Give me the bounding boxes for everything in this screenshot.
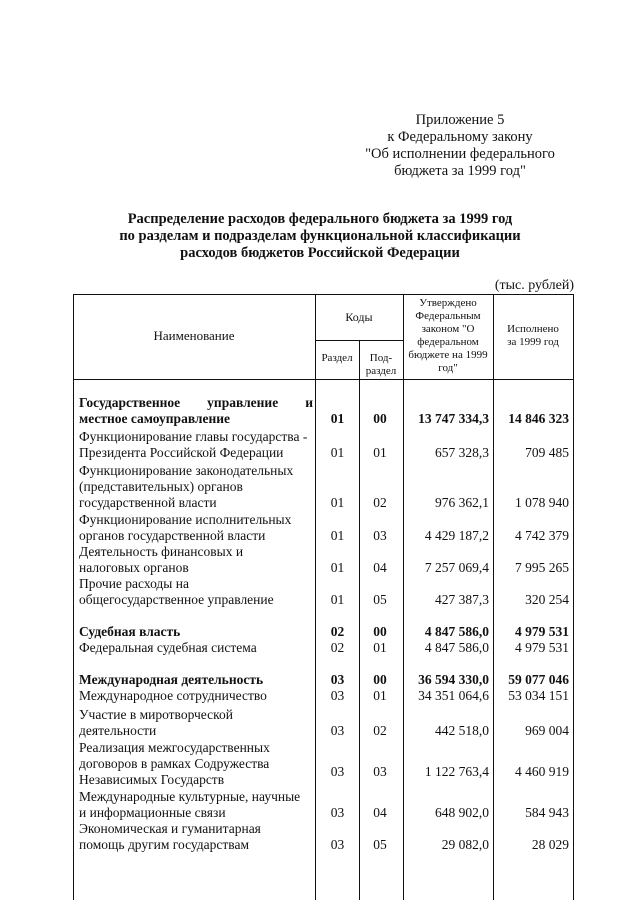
table-row bbox=[73, 640, 574, 656]
row-section: 03 bbox=[330, 723, 345, 738]
row-name-line: Международное сотрудничество bbox=[79, 688, 267, 703]
row-section: 01 bbox=[330, 528, 345, 543]
appendix-line: к Федеральному закону bbox=[387, 129, 533, 145]
row-approved: 657 328,3 bbox=[435, 445, 489, 460]
header-approved-line: Утверждено bbox=[419, 297, 477, 309]
header-section: Раздел bbox=[321, 352, 353, 364]
row-subsection: 02 bbox=[373, 495, 387, 510]
row-subsection: 04 bbox=[373, 560, 387, 575]
budget-table bbox=[73, 294, 574, 900]
row-section: 01 bbox=[330, 592, 345, 607]
row-name-line: Реализация межгосударственных bbox=[79, 740, 270, 755]
row-name-line: деятельности bbox=[79, 723, 157, 738]
row-name-line: Независимых Государств bbox=[79, 772, 225, 787]
row-executed: 1 078 940 bbox=[515, 495, 569, 510]
table-row bbox=[73, 707, 574, 739]
row-approved: 4 429 187,2 bbox=[424, 528, 489, 543]
units-label: (тыс. рублей) bbox=[494, 278, 574, 293]
header-approved-line: Федеральным bbox=[415, 310, 481, 322]
header-approved-line: законом "О bbox=[421, 323, 475, 335]
row-approved: 4 847 586,0 bbox=[424, 640, 489, 655]
row-name bbox=[79, 688, 313, 704]
row-executed: 53 034 151 bbox=[508, 688, 569, 703]
row-section: 03 bbox=[330, 764, 345, 779]
row-approved: 427 387,3 bbox=[435, 592, 489, 607]
row-executed: 4 460 919 bbox=[515, 764, 569, 779]
row-subsection: 02 bbox=[373, 723, 387, 738]
row-executed: 28 029 bbox=[531, 837, 569, 852]
header-approved bbox=[403, 297, 493, 375]
header-executed-line: Исполнено bbox=[507, 323, 559, 335]
row-approved: 36 594 330,0 bbox=[418, 672, 489, 687]
row-name bbox=[79, 789, 313, 821]
row-name bbox=[79, 640, 313, 656]
table-top-border bbox=[73, 294, 574, 295]
row-name bbox=[79, 707, 313, 739]
row-name-line: местное самоуправление bbox=[79, 411, 231, 426]
row-name bbox=[79, 463, 313, 511]
row-executed: 7 995 265 bbox=[515, 560, 569, 575]
row-subsection: 00 bbox=[373, 672, 387, 687]
row-name bbox=[79, 740, 313, 788]
row-executed: 59 077 046 bbox=[508, 672, 569, 687]
header-codes: Коды bbox=[345, 310, 373, 324]
row-executed: 4 979 531 bbox=[515, 624, 569, 639]
title-line: Распределение расходов федерального бюджета за 1999 год bbox=[127, 211, 513, 227]
row-name-line: Функционирование исполнительных bbox=[79, 512, 292, 527]
row-name-line: Деятельность финансовых и bbox=[79, 544, 244, 559]
row-name bbox=[79, 672, 313, 688]
row-executed: 4 742 379 bbox=[515, 528, 569, 543]
table-row bbox=[73, 395, 574, 427]
row-subsection: 00 bbox=[373, 624, 387, 639]
row-name-line: общегосударственное управление bbox=[79, 592, 274, 607]
row-name-line: Международная деятельность bbox=[79, 672, 264, 687]
table-row bbox=[73, 624, 574, 640]
appendix-line: бюджета за 1999 год" bbox=[394, 163, 526, 179]
row-executed: 709 485 bbox=[525, 445, 569, 460]
row-section: 03 bbox=[330, 805, 345, 820]
row-approved: 34 351 064,6 bbox=[418, 688, 489, 703]
header-executed bbox=[493, 323, 573, 349]
row-subsection: 03 bbox=[373, 528, 387, 543]
header-subsection-line: раздел bbox=[365, 365, 397, 377]
appendix-line: Приложение 5 bbox=[415, 112, 505, 128]
row-approved: 648 902,0 bbox=[435, 805, 489, 820]
header-approved-line: федеральном bbox=[417, 336, 479, 348]
row-section: 01 bbox=[330, 445, 345, 460]
row-section: 01 bbox=[330, 411, 345, 426]
row-name-line: налоговых органов bbox=[79, 560, 189, 575]
row-section: 01 bbox=[330, 495, 345, 510]
row-name bbox=[79, 821, 313, 853]
row-subsection: 05 bbox=[373, 837, 387, 852]
row-approved: 13 747 334,3 bbox=[418, 411, 489, 426]
row-subsection: 01 bbox=[373, 640, 387, 655]
row-subsection: 01 bbox=[373, 688, 387, 703]
row-subsection: 05 bbox=[373, 592, 387, 607]
row-name bbox=[79, 512, 313, 544]
row-approved: 4 847 586,0 bbox=[424, 624, 489, 639]
row-approved: 29 082,0 bbox=[441, 837, 489, 852]
header-bottom-border bbox=[73, 379, 574, 380]
row-executed: 320 254 bbox=[525, 592, 569, 607]
table-row bbox=[73, 463, 574, 511]
row-name-line: Международные культурные, научные bbox=[79, 789, 301, 804]
row-name-line: и информационные связи bbox=[79, 805, 226, 820]
row-approved: 442 518,0 bbox=[435, 723, 489, 738]
row-name-line: помощь другим государствам bbox=[79, 837, 250, 852]
row-name-line: Функционирование главы государства - bbox=[79, 429, 308, 444]
row-approved: 7 257 069,4 bbox=[424, 560, 489, 575]
header-name: Наименование bbox=[153, 328, 235, 343]
table-row bbox=[73, 789, 574, 821]
row-name-line: Функционирование законодательных bbox=[79, 463, 294, 478]
table-row bbox=[73, 821, 574, 853]
table-row bbox=[73, 672, 574, 688]
row-section: 03 bbox=[330, 837, 345, 852]
row-subsection: 04 bbox=[373, 805, 387, 820]
row-executed: 4 979 531 bbox=[515, 640, 569, 655]
row-section: 02 bbox=[330, 640, 345, 655]
appendix-header bbox=[350, 112, 570, 180]
row-subsection: 03 bbox=[373, 764, 387, 779]
table-row bbox=[73, 544, 574, 576]
row-name-line: Участие в миротворческой bbox=[79, 707, 233, 722]
row-name bbox=[79, 395, 313, 427]
row-subsection: 01 bbox=[373, 445, 387, 460]
row-name-line: Судебная власть bbox=[79, 624, 181, 639]
header-approved-line: год" bbox=[438, 362, 458, 374]
row-name bbox=[79, 576, 313, 608]
title-line: по разделам и подразделам функциональной классификации bbox=[119, 228, 521, 244]
header-executed-line: за 1999 год bbox=[507, 336, 559, 348]
row-name-line: государственной власти bbox=[79, 495, 217, 510]
table-row bbox=[73, 688, 574, 704]
table-row bbox=[73, 429, 574, 461]
row-name-line: Прочие расходы на bbox=[79, 576, 189, 591]
row-section: 03 bbox=[330, 688, 345, 703]
row-approved: 1 122 763,4 bbox=[424, 764, 489, 779]
row-name bbox=[79, 429, 313, 461]
row-executed: 584 943 bbox=[525, 805, 569, 820]
row-section: 03 bbox=[330, 672, 345, 687]
row-name-line: органов государственной власти bbox=[79, 528, 266, 543]
row-name-line: Федеральная судебная система bbox=[79, 640, 257, 655]
title-line: расходов бюджетов Российской Федерации bbox=[180, 245, 460, 261]
row-subsection: 00 bbox=[373, 411, 387, 426]
row-section: 02 bbox=[330, 624, 345, 639]
row-section: 01 bbox=[330, 560, 345, 575]
table-row bbox=[73, 512, 574, 544]
table-row bbox=[73, 740, 574, 788]
row-name-line: договоров в рамках Содружества bbox=[79, 756, 270, 771]
row-approved: 976 362,1 bbox=[435, 495, 489, 510]
row-name-line: Государственное управление и bbox=[79, 395, 313, 410]
row-executed: 969 004 bbox=[525, 723, 569, 738]
row-name-line: (представительных) органов bbox=[79, 479, 243, 494]
row-name-line: Президента Российской Федерации bbox=[79, 445, 284, 460]
row-executed: 14 846 323 bbox=[508, 411, 569, 426]
appendix-line: "Об исполнении федерального bbox=[365, 146, 555, 162]
row-name bbox=[79, 544, 313, 576]
table-row bbox=[73, 576, 574, 608]
document-title bbox=[80, 211, 560, 262]
row-name-line: Экономическая и гуманитарная bbox=[79, 821, 261, 836]
row-name bbox=[79, 624, 313, 640]
header-subsection-line: Под- bbox=[369, 352, 393, 364]
header-approved-line: бюджете на 1999 bbox=[408, 349, 488, 361]
header-subsection bbox=[359, 352, 403, 378]
